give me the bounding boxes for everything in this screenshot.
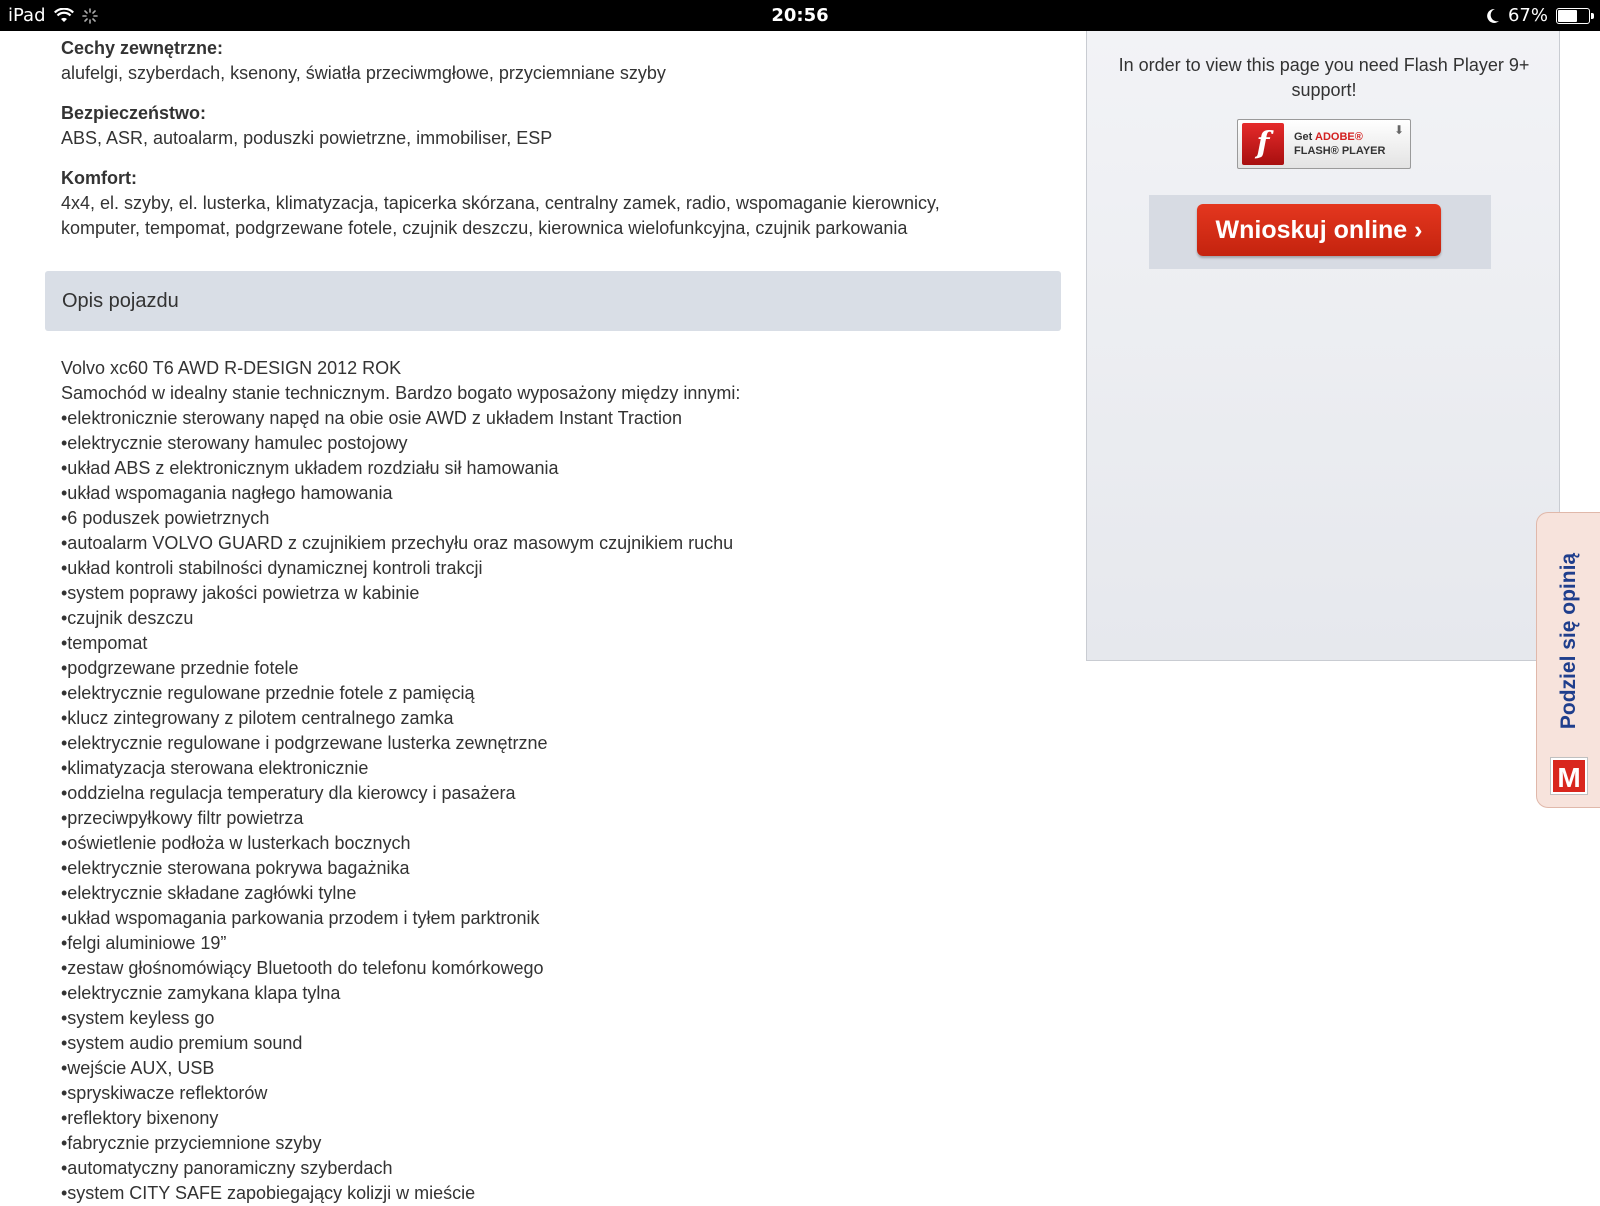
device-name: iPad [8, 5, 46, 26]
description-line: •fabrycznie przyciemnione szyby [61, 1133, 322, 1153]
description-line: •system audio premium sound [61, 1033, 303, 1053]
description-line: •system poprawy jakości powietrza w kabinie [61, 583, 420, 603]
description-line: •autoalarm VOLVO GUARD z czujnikiem przechyłu oraz masowym czujnikiem ruchu [61, 533, 734, 553]
exterior-value: alufelgi, szyberdach, ksenony, światła przeciwmgłowe, przyciemniane szyby [61, 63, 666, 83]
description-line: •zestaw głośnomówiący Bluetooth do telefonu komórkowego [61, 958, 544, 978]
description-line: •wejście AUX, USB [61, 1058, 215, 1078]
description-line: •elektrycznie sterowana pokrywa bagażnika [61, 858, 410, 878]
apply-online-button[interactable]: Wnioskuj online › [1197, 204, 1441, 256]
comfort-label: Komfort: [61, 168, 137, 188]
apply-online-banner [1149, 195, 1491, 269]
description-line: •układ wspomagania parkowania przodem i tyłem parktronik [61, 908, 540, 928]
description-line: •elektronicznie sterowany napęd na obie osie AWD z układem Instant Traction [61, 408, 682, 428]
status-time: 20:56 [771, 5, 829, 26]
feedback-label: Podziel się opinią [1556, 552, 1580, 730]
flash-badge-adobe: ADOBE® [1315, 131, 1363, 143]
description-line: •spryskiwacze reflektorów [61, 1083, 268, 1103]
description-line: •oświetlenie podłoża w lusterkach bocznych [61, 833, 411, 853]
description-line: •oddzielna regulacja temperatury dla kierowcy i pasażera [61, 783, 516, 803]
flash-logo-icon: f [1242, 123, 1284, 165]
flash-badge-text [1294, 130, 1385, 158]
battery-icon [1556, 8, 1590, 24]
description-line: •automatyczny panoramiczny szyberdach [61, 1158, 393, 1178]
flash-badge-get: Get [1294, 131, 1313, 143]
comfort-value-line2: komputer, tempomat, podgrzewane fotele, czujnik deszczu, kierownica wielofunkcyjna, czujnik parkowania [61, 218, 908, 238]
battery-nub [1591, 13, 1594, 19]
safety-label: Bezpieczeństwo: [61, 103, 207, 123]
comfort-value-line1: 4x4, el. szyby, el. lusterka, klimatyzacja, tapicerka skórzana, centralny zamek, radio, wspomaganie kierownicy, [61, 193, 940, 213]
comfort-features [61, 166, 940, 241]
exterior-features [61, 36, 666, 86]
description-line: •układ wspomagania nagłego hamowania [61, 483, 393, 503]
description-line: •felgi aluminiowe 19” [61, 933, 227, 953]
description-line: •elektrycznie składane zagłówki tylne [61, 883, 357, 903]
description-line: •układ kontroli stabilności dynamicznej kontroli trakcji [61, 558, 483, 578]
description-line: Volvo xc60 T6 AWD R-DESIGN 2012 ROK [61, 358, 402, 378]
status-bar [0, 0, 1600, 31]
description-line: •czujnik deszczu [61, 608, 194, 628]
description-line: •elektrycznie zamykana klapa tylna [61, 983, 341, 1003]
description-line: •reflektory bixenony [61, 1108, 219, 1128]
description-line: •elektrycznie sterowany hamulec postojowy [61, 433, 408, 453]
get-flash-player-button[interactable] [1237, 119, 1411, 169]
description-line: Samochód w idealny stanie technicznym. Bardzo bogato wyposażony między innymi: [61, 383, 741, 403]
description-line: •elektrycznie regulowane przednie fotele z pamięcią [61, 683, 475, 703]
flash-badge-player: FLASH® PLAYER [1294, 145, 1386, 157]
flash-required-message: In order to view this page you need Flash Player 9+ support! [1118, 55, 1530, 100]
description-line: •elektrycznie regulowane i podgrzewane lusterka zewnętrzne [61, 733, 548, 753]
download-arrow-icon: ⬇ [1393, 123, 1404, 137]
status-right [1486, 5, 1590, 26]
description-line: •klimatyzacja sterowana elektronicznie [61, 758, 369, 778]
sidebar-panel [1086, 31, 1560, 661]
feedback-logo-icon: M [1551, 758, 1587, 794]
description-line: •przeciwpyłkowy filtr powietrza [61, 808, 304, 828]
description-line: •system keyless go [61, 1008, 215, 1028]
description-line: •podgrzewane przednie fotele [61, 658, 299, 678]
description-line: •system CITY SAFE zapobiegający kolizji w mieście [61, 1183, 476, 1203]
vehicle-description-list [61, 356, 740, 1206]
safety-features [61, 101, 552, 151]
exterior-label: Cechy zewnętrzne: [61, 38, 224, 58]
battery-fill [1558, 10, 1577, 22]
description-line: •układ ABS z elektronicznym układem rozdziału sił hamowania [61, 458, 559, 478]
battery-percent: 67% [1507, 5, 1548, 26]
description-line: •6 poduszek powietrznych [61, 508, 270, 528]
vehicle-description-header: Opis pojazdu [45, 271, 1061, 331]
feedback-tab[interactable] [1536, 512, 1600, 808]
description-line: •tempomat [61, 633, 148, 653]
moon-icon [1486, 8, 1500, 24]
safety-value: ABS, ASR, autoalarm, poduszki powietrzne, immobiliser, ESP [61, 128, 553, 148]
description-line: •klucz zintegrowany z pilotem centralnego zamka [61, 708, 454, 728]
